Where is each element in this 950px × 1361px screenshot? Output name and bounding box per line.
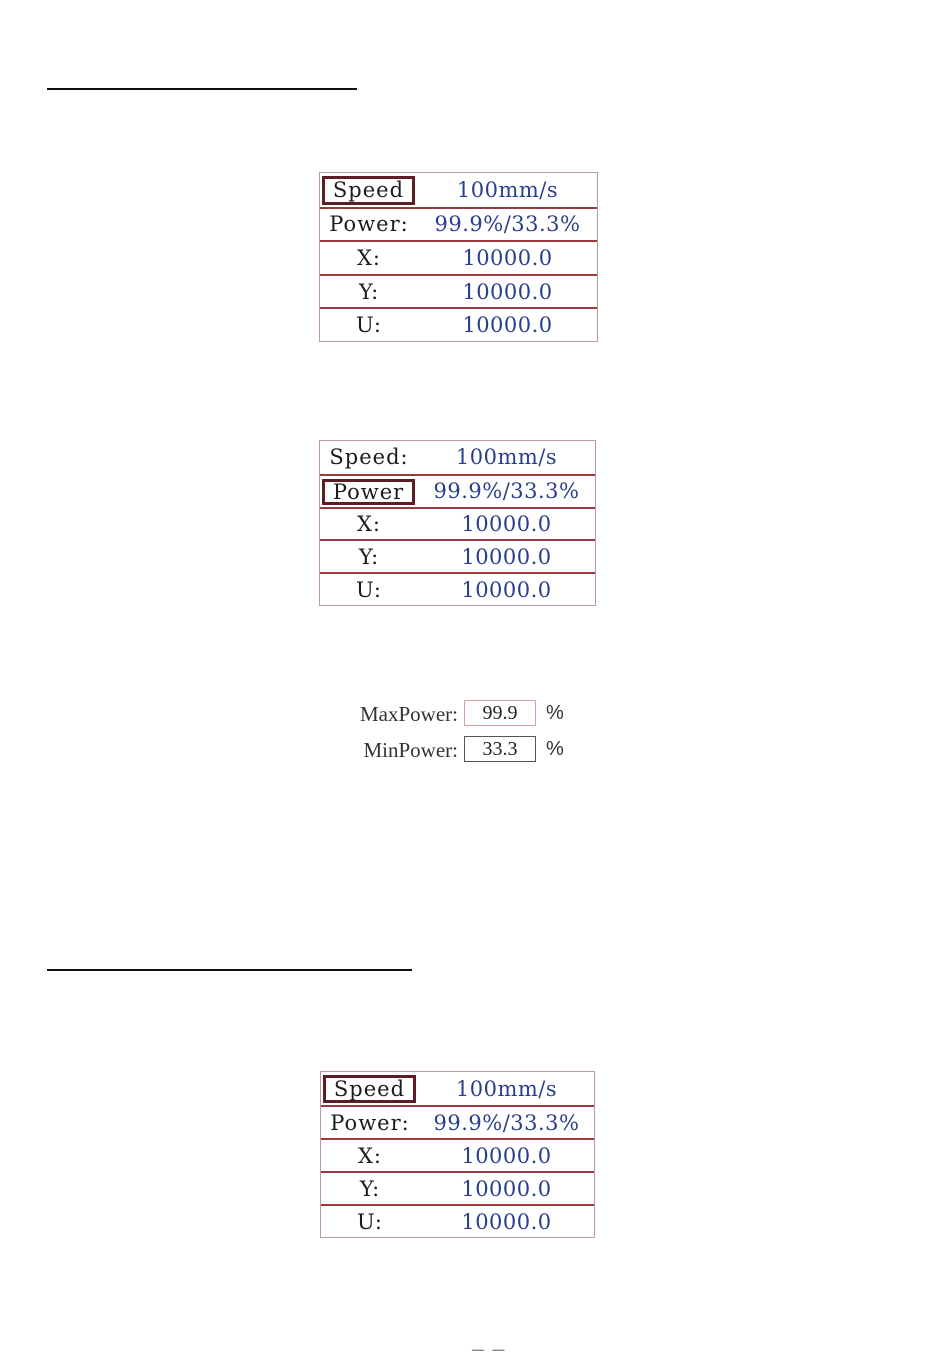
u-value: 10000.0 <box>462 313 553 338</box>
min-power-label: MinPower: <box>363 738 458 762</box>
speed-label: Speed <box>323 1075 416 1103</box>
u-row[interactable] <box>320 572 595 605</box>
x-label: X: <box>356 245 382 270</box>
power-label: Power: <box>330 1110 410 1135</box>
u-value: 10000.0 <box>461 1209 552 1234</box>
page-number: － － <box>470 1343 507 1360</box>
section-heading-underline <box>47 969 412 971</box>
power-value: 99.9%/33.3% <box>433 479 580 504</box>
y-value: 10000.0 <box>461 1176 552 1201</box>
lcd-parameter-panel <box>319 440 596 606</box>
x-value: 10000.0 <box>462 245 553 270</box>
u-row[interactable] <box>321 1204 594 1237</box>
power-value: 99.9%/33.3% <box>433 1110 580 1135</box>
speed-label: Speed: <box>329 445 409 470</box>
speed-value: 100mm/s <box>455 445 558 470</box>
lcd-parameter-panel <box>320 1071 595 1238</box>
x-row[interactable] <box>321 1138 594 1171</box>
power-settings-dialog <box>340 698 580 770</box>
speed-row[interactable] <box>320 441 595 474</box>
max-power-label: MaxPower: <box>360 702 458 726</box>
speed-value: 100mm/s <box>456 177 559 202</box>
y-row[interactable] <box>320 274 597 308</box>
y-label: Y: <box>359 1176 381 1201</box>
speed-row[interactable] <box>320 173 597 207</box>
y-row[interactable] <box>321 1171 594 1204</box>
x-row[interactable] <box>320 507 595 540</box>
y-value: 10000.0 <box>462 279 553 304</box>
min-power-input[interactable]: 33.3 <box>464 736 536 762</box>
speed-value: 100mm/s <box>455 1076 558 1101</box>
y-label: Y: <box>358 544 380 569</box>
power-row[interactable] <box>321 1105 594 1138</box>
max-power-row <box>340 698 580 730</box>
max-power-unit: % <box>546 702 564 724</box>
max-power-input[interactable]: 99.9 <box>464 700 536 726</box>
power-row[interactable] <box>320 474 595 507</box>
x-label: X: <box>356 511 382 536</box>
section-heading-underline <box>47 88 357 90</box>
y-value: 10000.0 <box>461 544 552 569</box>
speed-label: Speed <box>322 176 415 205</box>
x-label: X: <box>357 1143 383 1168</box>
y-label: Y: <box>358 279 380 304</box>
power-label: Power: <box>329 212 409 237</box>
u-row[interactable] <box>320 307 597 341</box>
lcd-parameter-panel <box>319 172 598 342</box>
power-label: Power <box>322 479 415 505</box>
power-row[interactable] <box>320 207 597 241</box>
min-power-unit: % <box>546 738 564 760</box>
y-row[interactable] <box>320 539 595 572</box>
speed-row[interactable] <box>321 1072 594 1105</box>
u-value: 10000.0 <box>461 577 552 602</box>
u-label: U: <box>355 577 383 602</box>
min-power-row <box>340 734 580 766</box>
x-row[interactable] <box>320 240 597 274</box>
u-label: U: <box>355 313 383 338</box>
x-value: 10000.0 <box>461 1143 552 1168</box>
x-value: 10000.0 <box>461 511 552 536</box>
u-label: U: <box>356 1209 384 1234</box>
power-value: 99.9%/33.3% <box>434 212 581 237</box>
